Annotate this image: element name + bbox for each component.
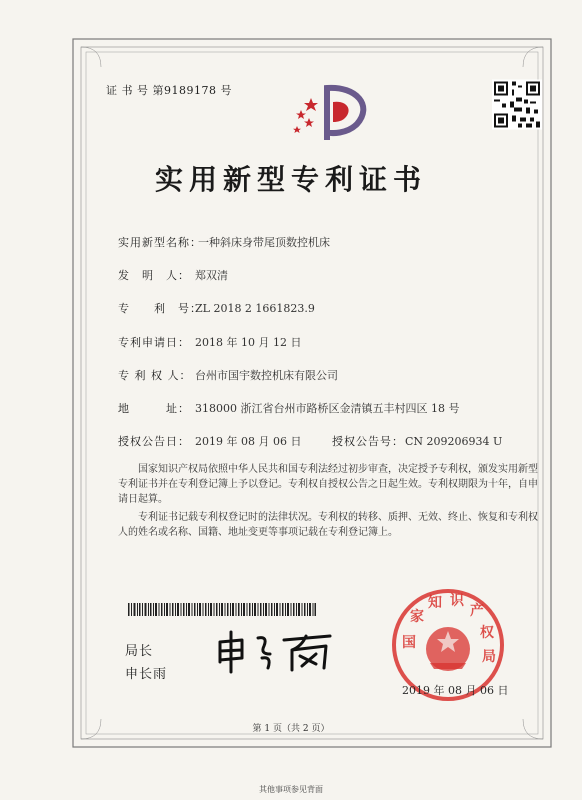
svg-text:局: 局	[482, 649, 496, 665]
svg-text:国: 国	[402, 635, 416, 651]
inventor-value: 郑双清	[195, 269, 228, 282]
director-title: 局长	[125, 644, 154, 659]
grant-date-label: 授权公告日：	[118, 435, 190, 448]
page-number: 第 1 页（共 2 页）	[252, 724, 330, 734]
director-name: 申长雨	[125, 667, 168, 682]
qr-code-icon	[492, 77, 542, 132]
svg-text:识: 识	[450, 593, 464, 609]
inventor-label: 发 明 人：	[118, 269, 190, 282]
back-note: 其他事项参见背面	[259, 785, 323, 794]
holder-value: 台州市国宇数控机床有限公司	[195, 369, 338, 382]
address-value: 318000 浙江省台州市路桥区金清镇五丰村四区 18 号	[195, 402, 460, 415]
handwritten-signature	[212, 628, 342, 676]
seal-date: 2019 年 08 月 06 日	[402, 684, 509, 697]
name-label: 实用新型名称：	[118, 236, 202, 249]
grant-no-label: 授权公告号：	[332, 435, 404, 448]
patent-no-label: 专 利 号：	[118, 302, 202, 315]
patent-no-value: ZL 2018 2 1661823.9	[195, 302, 315, 315]
address-label: 地 址：	[118, 402, 190, 415]
page-title: 实用新型专利证书	[154, 163, 427, 196]
svg-text:知: 知	[428, 595, 442, 611]
svg-text:权: 权	[480, 625, 494, 641]
certificate-number: 证 书 号 第9189178 号	[106, 84, 232, 97]
grant-no-value: CN 209206934 U	[405, 435, 503, 448]
body-paragraph-1: 国家知识产权局依照中华人民共和国专利法经过初步审查，决定授予专利权，颁发实用新型专利证书并在专利登记簿上予以登记。专利权自授权公告之日起生效。专利权期限为十年，自申请日起算。	[118, 464, 538, 505]
svg-text:家: 家	[410, 609, 424, 625]
holder-label: 专 利 权 人：	[118, 369, 192, 382]
apply-date-label: 专利申请日：	[118, 336, 190, 349]
name-value: 一种斜床身带尾顶数控机床	[198, 236, 330, 249]
body-paragraph-2: 专利证书记载专利权登记时的法律状况。专利权的转移、质押、无效、终止、恢复和专利权人的姓名或名称、国籍、地址变更等事项记载在专利登记簿上。	[118, 512, 538, 538]
grant-date-value: 2019 年 08 月 06 日	[195, 435, 302, 448]
svg-text:产: 产	[470, 603, 484, 619]
cnipa-logo-icon	[287, 82, 371, 146]
apply-date-value: 2018 年 10 月 12 日	[195, 336, 302, 349]
barcode-icon	[128, 603, 316, 616]
